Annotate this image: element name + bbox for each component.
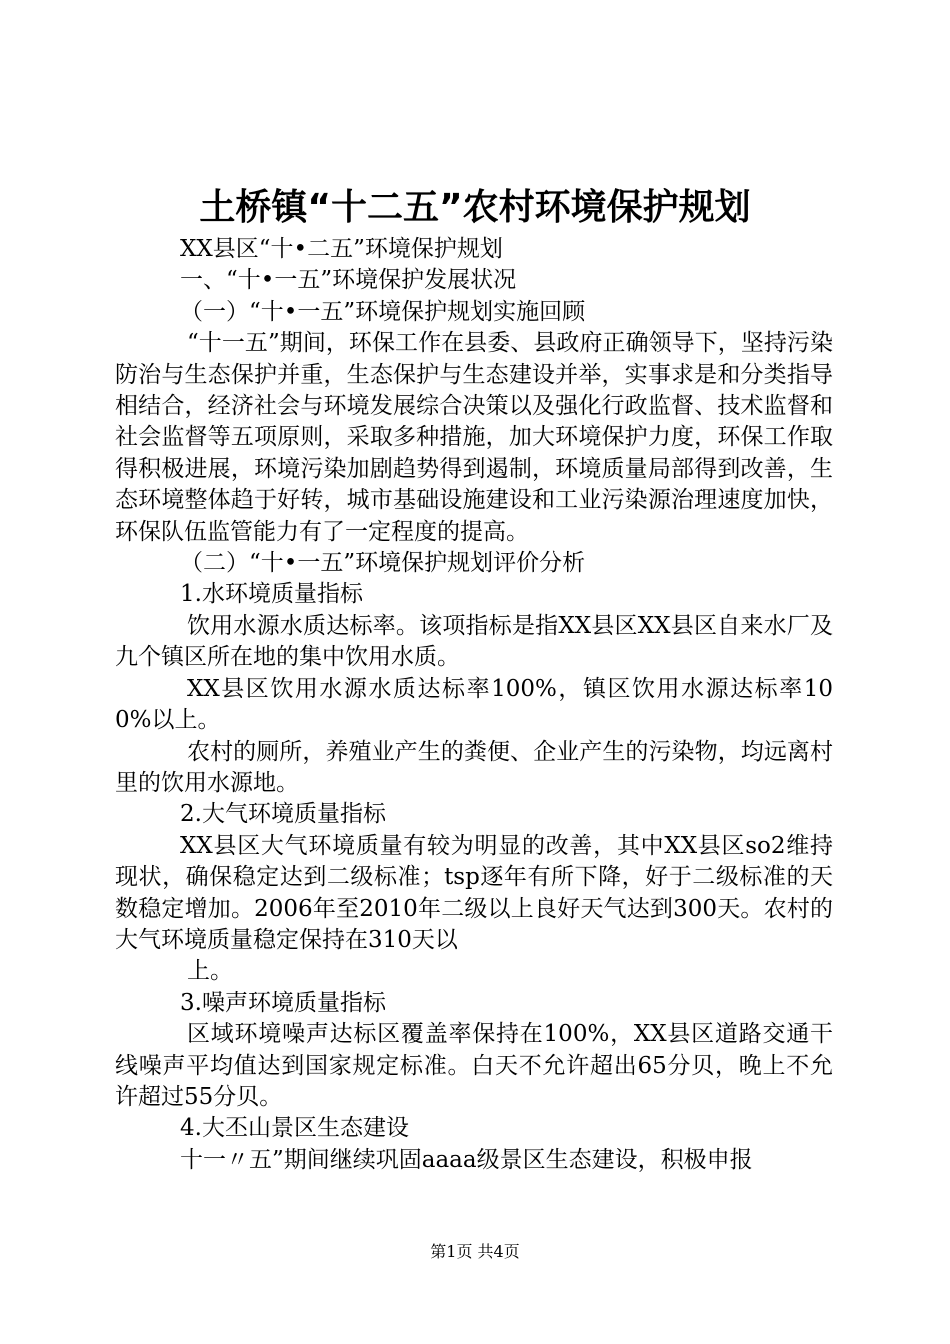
paragraph: 区域环境噪声达标区覆盖率保持在100%，XX县区道路交通干线噪声平均值达到国家规定标准。白天不允许超出65分贝，晚上不允许超过55分贝。	[115, 1021, 833, 1110]
subsection-heading: （一）“十•一五”环境保护规划实施回顾	[180, 298, 586, 325]
page-footer: 第1页 共4页	[430, 1242, 520, 1261]
item-heading: 2.大气环境质量指标	[180, 801, 386, 828]
paragraph: 十一〃五”期间继续巩固aaaa级景区生态建设，积极申报	[180, 1146, 753, 1173]
paragraph: 农村的厕所，养殖业产生的粪便、企业产生的污染物，均远离村里的饮用水源地。	[115, 738, 833, 796]
item-heading: 4.大丕山景区生态建设	[180, 1115, 409, 1142]
paragraph: 上。	[187, 958, 233, 985]
document-body	[115, 234, 833, 1176]
paragraph: “十一五”期间，环保工作在县委、县政府正确领导下，坚持污染防治与生态保护并重，生态保护与生态建设并举，实事求是和分类指导相结合，经济社会与环境发展综合决策以及强化行政监督、技术监督和社会监督等五项原则，采取多种措施，加大环境保护力度，环保工作取得积极进展，环境污染加剧趋势得到遏制，环境质量局部得到改善，生态环境整体趋于好转，城市基础设施建设和工业污染源治理速度加快，环保队伍监管能力有了一定程度的提高。	[115, 330, 833, 545]
subsection-heading: （二）“十•一五”环境保护规划评价分析	[180, 550, 586, 577]
document-title: 土桥镇“十二五”农村环境保护规划	[199, 187, 751, 228]
paragraph: XX县区大气环境质量有较为明显的改善，其中XX县区so2维持现状，确保稳定达到二级标准；tsp逐年有所下降，好于二级标准的天数稳定增加。2006年至2010年二级以上良好天气达到300天。农村的大气环境质量稳定保持在310天以	[115, 832, 833, 953]
section-heading: 一、“十•一五”环境保护发展状况	[180, 267, 517, 294]
paragraph: XX县区饮用水源水质达标率100%，镇区饮用水源达标率100%以上。	[115, 675, 833, 734]
paragraph: XX县区“十•二五”环境保护规划	[180, 236, 503, 262]
item-heading: 1.水环境质量指标	[180, 581, 363, 608]
paragraph: 饮用水源水质达标率。该项指标是指XX县区XX县区自来水厂及九个镇区所在地的集中饮用水质。	[115, 612, 833, 671]
item-heading: 3.噪声环境质量指标	[180, 989, 386, 1016]
